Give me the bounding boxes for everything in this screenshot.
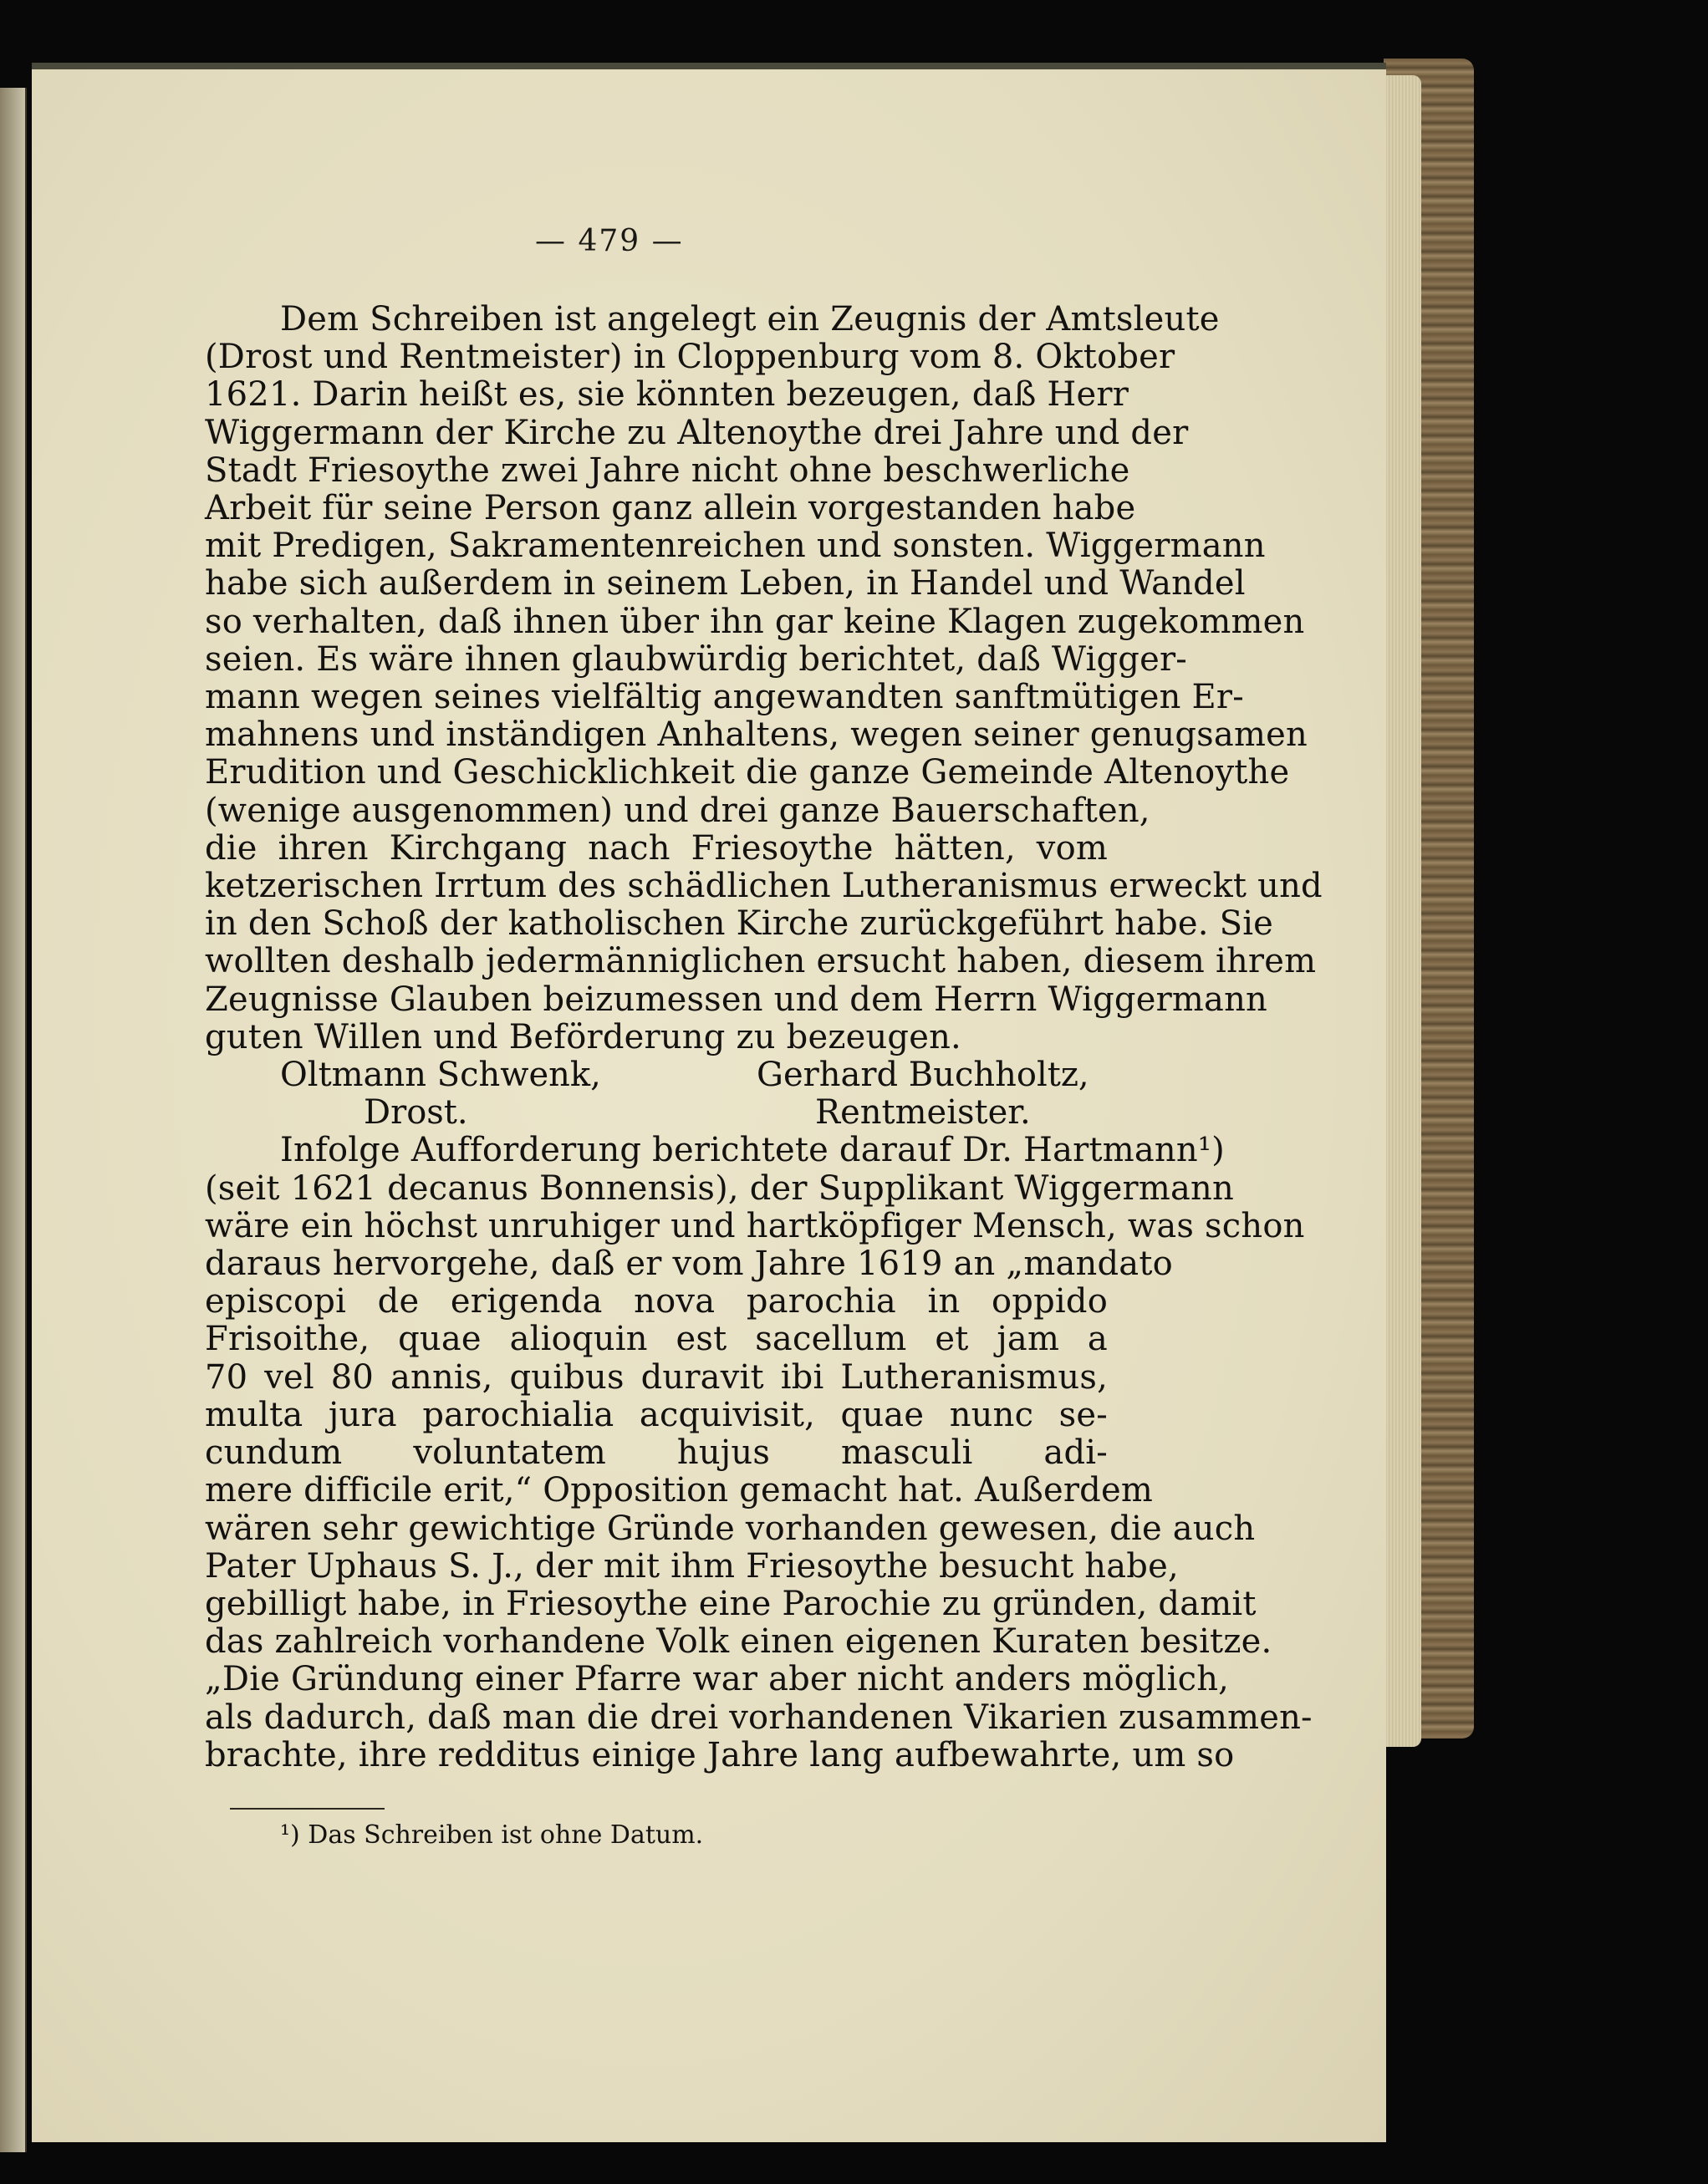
- footnote-rule: [230, 1808, 385, 1810]
- page-body: [205, 300, 1323, 1774]
- text-line: Infolge Aufforderung berichtete darauf Dr. Hartmann¹): [280, 1131, 1225, 1170]
- text-line: Pater Uphaus S. J., der mit ihm Friesoythe besucht habe,: [205, 1546, 1179, 1586]
- text-line: daraus hervorgehe, daß er vom Jahre 1619 an „mandato: [205, 1245, 1173, 1284]
- signature-right-title: Rentmeister.: [815, 1093, 1031, 1133]
- signature-block: [205, 1056, 1108, 1132]
- text-line: das zahlreich vorhandene Volk einen eigenen Kuraten besitze.: [205, 1622, 1272, 1662]
- text-line: in den Schoß der katholischen Kirche zurückgeführt habe. Sie: [205, 904, 1274, 944]
- text-line: mere difficile erit,“ Opposition gemacht hat. Außerdem: [205, 1471, 1153, 1510]
- text-line: mann wegen seines vielfältig angewandten sanftmütigen Er-: [205, 678, 1244, 717]
- signature-left-title: Drost.: [364, 1093, 468, 1133]
- text-line: „Die Gründung einer Pfarre war aber nicht anders möglich,: [205, 1660, 1230, 1699]
- text-line: Stadt Friesoythe zwei Jahre nicht ohne beschwerliche: [205, 451, 1130, 490]
- text-line: mahnens und inständigen Anhaltens, wegen seiner genugsamen: [205, 715, 1308, 755]
- paragraph-1: [205, 300, 1323, 1056]
- text-line: Erudition und Geschicklichkeit die ganze Gemeinde Altenoythe: [205, 753, 1290, 792]
- text-line: cundum voluntatem hujus masculi adi-: [205, 1433, 1108, 1473]
- text-line: wären sehr gewichtige Gründe vorhanden gewesen, die auch: [205, 1509, 1256, 1548]
- text-line: wollten deshalb jedermänniglichen ersucht haben, diesem ihrem: [205, 942, 1317, 981]
- footnote: ¹) Das Schreiben ist ohne Datum.: [280, 1820, 704, 1850]
- text-line: (seit 1621 decanus Bonnensis), der Supplikant Wiggermann: [205, 1168, 1234, 1208]
- text-line: so verhalten, daß ihnen über ihn gar keine Klagen zugekommen: [205, 602, 1305, 641]
- text-line: (Drost und Rentmeister) in Cloppenburg vom 8. Oktober: [205, 338, 1175, 377]
- text-line: 1621. Darin heißt es, sie könnten bezeugen, daß Herr: [205, 375, 1129, 415]
- text-line: ketzerischen Irrtum des schädlichen Lutheranismus erweckt und: [205, 867, 1323, 906]
- text-line: Zeugnisse Glauben beizumessen und dem Herrn Wiggermann: [205, 980, 1267, 1019]
- paragraph-2: [205, 1131, 1313, 1774]
- text-line: multa jura parochialia acquivisit, quae nunc se-: [205, 1395, 1108, 1434]
- text-line: wäre ein höchst unruhiger und hartköpfiger Mensch, was schon: [205, 1206, 1305, 1245]
- text-line: als dadurch, daß man die drei vorhandenen Vikarien zusammen-: [205, 1698, 1313, 1737]
- text-line: (wenige ausgenommen) und drei ganze Bauerschaften,: [205, 791, 1150, 830]
- text-line: Frisoithe, quae alioquin est sacellum et jam a: [205, 1320, 1108, 1359]
- text-line: episcopi de erigenda nova parochia in oppido: [205, 1282, 1108, 1321]
- text-line: brachte, ihre redditus einige Jahre lang aufbewahrte, um so: [205, 1735, 1235, 1774]
- signature-right-name: Gerhard Buchholtz,: [757, 1056, 1089, 1095]
- text-line: Arbeit für seine Person ganz allein vorgestanden habe: [205, 489, 1136, 528]
- adjacent-page-edge: [0, 88, 27, 2152]
- text-line: die ihren Kirchgang nach Friesoythe hätten, vom: [205, 828, 1108, 868]
- signature-left-name: Oltmann Schwenk,: [280, 1056, 601, 1095]
- text-line: Dem Schreiben ist angelegt ein Zeugnis der Amtsleute: [280, 300, 1220, 339]
- text-line: Wiggermann der Kirche zu Altenoythe drei Jahre und der: [205, 413, 1189, 452]
- text-line: seien. Es wäre ihnen glaubwürdig berichtet, daß Wigger-: [205, 639, 1188, 679]
- text-line: 70 vel 80 annis, quibus duravit ibi Lutheranismus,: [205, 1357, 1108, 1397]
- text-line: guten Willen und Beförderung zu bezeugen.: [205, 1017, 961, 1056]
- text-line: mit Predigen, Sakramentenreichen und sonsten. Wiggermann: [205, 527, 1266, 566]
- text-line: habe sich außerdem in seinem Leben, in Handel und Wandel: [205, 564, 1246, 603]
- text-line: gebilligt habe, in Friesoythe eine Parochie zu gründen, damit: [205, 1584, 1257, 1623]
- page-number: — 479 —: [535, 224, 684, 258]
